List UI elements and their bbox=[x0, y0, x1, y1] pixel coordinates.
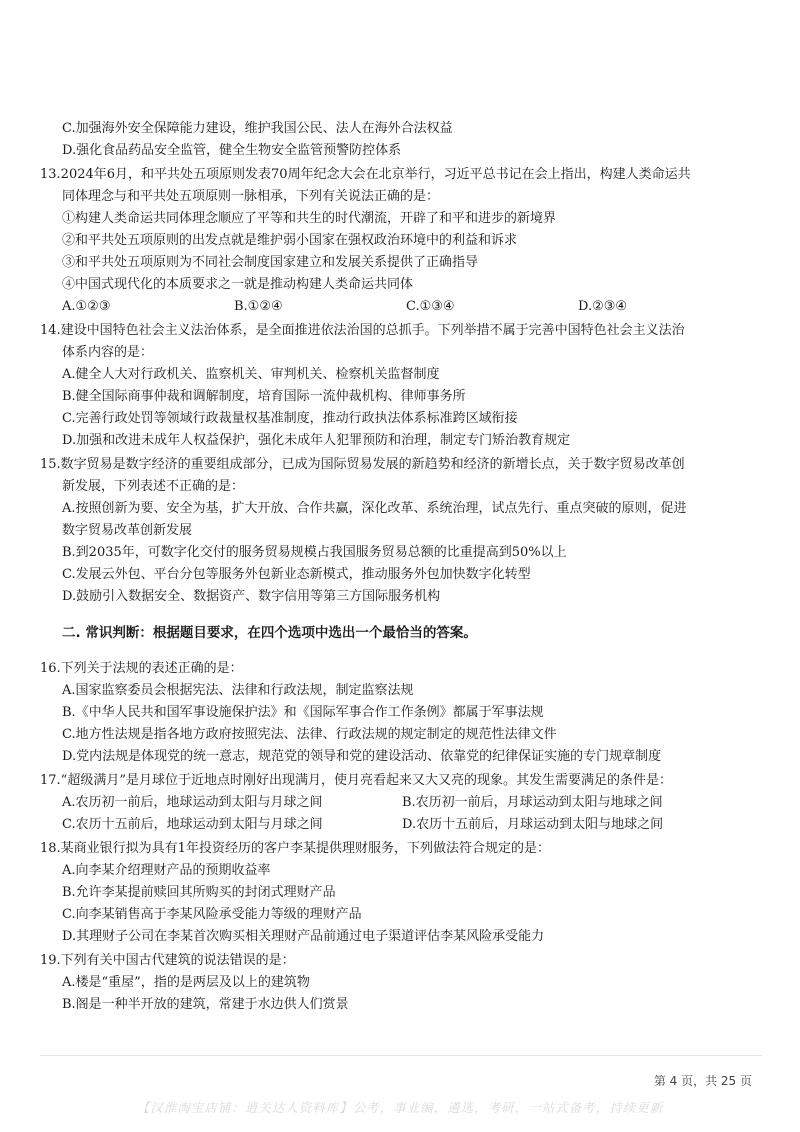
page-number: 第 4 页，共 25 页 bbox=[653, 1074, 752, 1088]
option-c: C.地方性法规是指各地方政府按照宪法、法律、行政法规的规定制定的规范性法律文件 bbox=[62, 727, 557, 742]
option-a: A.农历初一前后，地球运动到太阳与月球之间 bbox=[62, 795, 323, 810]
question-12-continued bbox=[40, 118, 762, 162]
option-a: A.①②③ bbox=[62, 299, 111, 314]
option-c: C.农历十五前后，地球运动到太阳与月球之间 bbox=[62, 817, 323, 832]
statement-4: ④中国式现代化的本质要求之一就是推动构建人类命运共同体 bbox=[62, 277, 414, 292]
option-b: B.①②④ bbox=[234, 299, 283, 314]
statement-1: ①构建人类命运共同体理念顺应了平等和共生的时代潮流，开辟了和平和进步的新境界 bbox=[62, 211, 557, 226]
option-b: B.健全国际商事仲裁和调解制度，培育国际一流仲裁机构、律师事务所 bbox=[62, 389, 466, 404]
question-17 bbox=[40, 770, 762, 836]
statement-2: ②和平共处五项原则的出发点就是维护弱小国家在强权政治环境中的利益和诉求 bbox=[62, 233, 518, 248]
section-heading: 二. 常识判断：根据题目要求，在四个选项中选出一个最恰当的答案。 bbox=[62, 625, 477, 641]
option-b: B.阁是一种半开放的建筑，常建于水边供人们赏景 bbox=[62, 997, 349, 1012]
option-d: D.②③④ bbox=[578, 299, 628, 314]
question-stem: 15.数字贸易是数字经济的重要组成部分，已成为国际贸易发展的新趋势和经济的新增长点，关于数字贸易改革创 bbox=[40, 457, 685, 472]
question-15 bbox=[40, 454, 762, 608]
option-a: A.健全人大对行政机关、监察机关、审判机关、检察机关监督制度 bbox=[62, 367, 440, 382]
question-stem-cont: 同体理念与和平共处五项原则一脉相承，下列有关说法正确的是： bbox=[62, 189, 440, 204]
statement-3: ③和平共处五项原则为不同社会制度国家建立和发展关系提供了正确指导 bbox=[62, 255, 479, 270]
option-a: A.楼是“重屋”，指的是两层及以上的建筑物 bbox=[62, 975, 310, 990]
option-a-cont: 数字贸易改革创新发展 bbox=[62, 523, 193, 538]
option-d: D.强化食品药品安全监管，健全生物安全监管预警防控体系 bbox=[62, 143, 402, 158]
options-row-1 bbox=[40, 792, 762, 814]
option-d: D.农历十五前后，月球运动到太阳与地球之间 bbox=[402, 817, 664, 832]
option-c: C.加强海外安全保障能力建设，维护我国公民、法人在海外合法权益 bbox=[62, 121, 453, 136]
option-a: A.向李某介绍理财产品的预期收益率 bbox=[62, 863, 271, 878]
options-row bbox=[40, 296, 762, 318]
question-14 bbox=[40, 320, 762, 452]
question-stem: 19.下列有关中国古代建筑的说法错误的是： bbox=[40, 953, 295, 968]
option-c: C.①③④ bbox=[406, 299, 455, 314]
question-stem-cont: 新发展，下列表述不正确的是： bbox=[62, 479, 245, 494]
option-b: B.《中华人民共和国军事设施保护法》和《国际军事合作工作条例》都属于军事法规 bbox=[62, 705, 544, 720]
option-c: C.发展云外包、平台分包等服务外包新业态新模式，推动服务外包加快数字化转型 bbox=[62, 567, 531, 582]
option-c: C.向李某销售高于李某风险承受能力等级的理财产品 bbox=[62, 907, 362, 922]
option-a: A.国家监察委员会根据宪法、法律和行政法规，制定监察法规 bbox=[62, 683, 414, 698]
option-b: B.到2035年，可数字化交付的服务贸易规模占我国服务贸易总额的比重提高到50%以上 bbox=[62, 545, 567, 560]
question-stem: 18.某商业银行拟为具有1年投资经历的客户李某提供理财服务，下列做法符合规定的是： bbox=[40, 841, 550, 856]
watermark-text: 【汉淮淘宝店铺：逍关达人资料库】公考，事业编，遴选，考研，一站式备考，持续更新 bbox=[136, 1100, 664, 1115]
question-stem: 17.“超级满月”是月球位于近地点时刚好出现满月，使月亮看起来又大又亮的现象。其发生需要满足的条件是： bbox=[40, 773, 672, 788]
option-b: B.农历初一前后，月球运动到太阳与地球之间 bbox=[402, 795, 663, 810]
option-a: A.按照创新为要、安全为基，扩大开放、合作共赢，深化改革、系统治理，试点先行、重点突破的原则，促进 bbox=[62, 501, 687, 516]
option-d: D.其理财子公司在李某首次购买相关理财产品前通过电子渠道评估李某风险承受能力 bbox=[62, 929, 545, 944]
footer-divider bbox=[40, 1055, 762, 1056]
option-c: C.完善行政处罚等领域行政裁量权基准制度，推动行政执法体系标准跨区域衔接 bbox=[62, 411, 518, 426]
option-d: D.党内法规是体现党的统一意志，规范党的领导和党的建设活动、依靠党的纪律保证实施的专门规章制度 bbox=[62, 749, 662, 764]
option-d: D.鼓励引入数据安全、数据资产、数字信用等第三方国际服务机构 bbox=[62, 589, 441, 604]
question-19 bbox=[40, 950, 762, 1016]
question-stem: 14.建设中国特色社会主义法治体系，是全面推进依法治国的总抓手。下列举措不属于完善中国特色社会主义法治 bbox=[40, 323, 685, 338]
question-16 bbox=[40, 658, 762, 768]
question-stem-cont: 体系内容的是： bbox=[62, 345, 154, 360]
question-13 bbox=[40, 164, 762, 318]
question-18 bbox=[40, 838, 762, 948]
question-stem: 16.下列关于法规的表述正确的是： bbox=[40, 661, 243, 676]
option-b: B.允许李某提前赎回其所购买的封闭式理财产品 bbox=[62, 885, 336, 900]
exam-content bbox=[40, 118, 762, 1016]
question-stem: 13.2024年6月，和平共处五项原则发表70周年纪念大会在北京举行，习近平总书记在会上指出，构建人类命运共 bbox=[40, 167, 691, 182]
options-row-2 bbox=[40, 814, 762, 836]
option-d: D.加强和改进未成年人权益保护，强化未成年人犯罪预防和治理，制定专门矫治教育规定 bbox=[62, 433, 571, 448]
